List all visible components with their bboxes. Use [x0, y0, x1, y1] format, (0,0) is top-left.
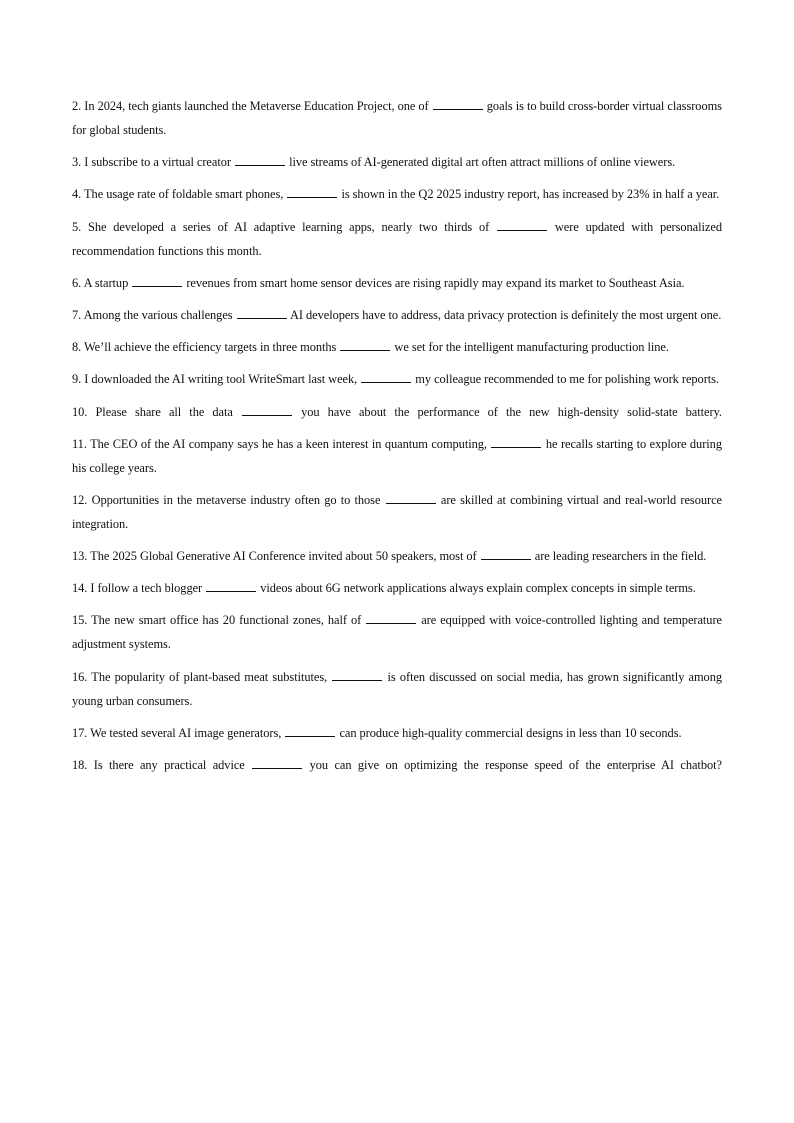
question-text-after: is often discussed on social media, has grown significantly among young urban consumers. — [72, 669, 722, 708]
question-8 — [72, 335, 722, 359]
question-13 — [72, 544, 722, 568]
question-14 — [72, 576, 722, 600]
answer-blank[interactable] — [332, 669, 382, 681]
question-text-after: are equipped with voice-controlled lighting and temperature adjustment systems. — [72, 613, 722, 652]
question-text-before: Opportunities in the metaverse industry often go to those — [91, 492, 381, 507]
question-number: 18. — [72, 758, 88, 772]
question-2 — [72, 94, 722, 142]
question-number: 5. — [72, 219, 82, 234]
question-text-before: I subscribe to a virtual creator — [84, 155, 231, 170]
answer-blank[interactable] — [237, 307, 287, 319]
question-text-before: The usage rate of foldable smart phones, — [84, 187, 284, 202]
answer-blank[interactable] — [433, 98, 483, 110]
question-number: 16. — [72, 669, 88, 684]
answer-blank[interactable] — [242, 404, 292, 416]
answer-blank[interactable] — [386, 492, 436, 504]
question-text-before: A startup — [83, 275, 129, 290]
question-text-after: he recalls starting to explore during his college years. — [72, 436, 722, 475]
question-number: 7. — [72, 307, 82, 322]
question-number: 10. — [72, 404, 88, 419]
answer-blank[interactable] — [287, 186, 337, 198]
question-text-before: I downloaded the AI writing tool WriteSmart last week, — [84, 372, 358, 387]
answer-blank[interactable] — [491, 436, 541, 448]
question-text-after: live streams of AI-generated digital art often attract millions of online viewers. — [289, 155, 676, 170]
question-text-after: is shown in the Q2 2025 industry report, has increased by 23% in half a year. — [341, 187, 720, 202]
question-text-after: are leading researchers in the field. — [534, 549, 707, 564]
question-number: 9. — [72, 372, 82, 387]
question-number: 4. — [72, 187, 82, 202]
question-text-after: you can give on optimizing the response speed of the enterprise AI chatbot? — [309, 758, 722, 772]
question-4 — [72, 182, 722, 206]
question-9 — [72, 367, 722, 391]
answer-blank[interactable] — [206, 580, 256, 592]
answer-blank[interactable] — [340, 339, 390, 351]
question-text-before: Among the various challenges — [83, 307, 233, 322]
question-number: 15. — [72, 613, 88, 628]
question-text-before: The 2025 Global Generative AI Conference invited about 50 speakers, most of — [90, 549, 477, 564]
question-10 — [72, 400, 722, 424]
question-number: 14. — [72, 581, 88, 596]
question-text-before: I follow a tech blogger — [90, 581, 203, 596]
question-number: 6. — [72, 275, 82, 290]
answer-blank[interactable] — [481, 548, 531, 560]
question-text-before: We’ll achieve the efficiency targets in three months — [84, 340, 337, 355]
question-number: 2. — [72, 99, 82, 113]
answer-blank[interactable] — [366, 612, 416, 624]
question-text-before: The popularity of plant-based meat substitutes, — [91, 669, 328, 684]
question-number: 11. — [72, 436, 87, 451]
question-text-after: AI developers have to address, data privacy protection is definitely the most urgent one. — [290, 307, 722, 322]
answer-blank[interactable] — [361, 371, 411, 383]
answer-blank[interactable] — [235, 154, 285, 166]
question-text-before: She developed a series of AI adaptive learning apps, nearly two thirds of — [88, 219, 490, 234]
question-text-after: my colleague recommended to me for polishing work reports. — [415, 372, 719, 387]
question-text-before: The new smart office has 20 functional zones, half of — [91, 613, 362, 628]
question-text-after: are skilled at combining virtual and real-world resource integration. — [72, 492, 722, 531]
question-text-before: We tested several AI image generators, — [90, 725, 282, 740]
answer-blank[interactable] — [252, 757, 302, 769]
answer-blank[interactable] — [132, 275, 182, 287]
question-7 — [72, 303, 722, 327]
question-16 — [72, 665, 722, 713]
question-6 — [72, 271, 722, 295]
question-12 — [72, 488, 722, 536]
question-text-after: revenues from smart home sensor devices are rising rapidly may expand its market to Southeast Asia. — [186, 275, 685, 290]
answer-blank[interactable] — [497, 219, 547, 231]
question-15 — [72, 608, 722, 656]
question-3 — [72, 150, 722, 174]
question-number: 17. — [72, 725, 88, 740]
question-number: 12. — [72, 492, 88, 507]
question-number: 3. — [72, 155, 82, 170]
question-11 — [72, 432, 722, 480]
question-text-after: were updated with personalized recommendation functions this month. — [72, 219, 722, 258]
question-5 — [72, 215, 722, 263]
question-text-after: we set for the intelligent manufacturing production line. — [394, 340, 669, 355]
question-text-after: goals is to build cross-border virtual classrooms for global students. — [72, 99, 722, 137]
question-list — [72, 94, 722, 785]
question-number: 13. — [72, 549, 88, 564]
question-17 — [72, 721, 722, 745]
question-text-before: Is there any practical advice — [93, 758, 245, 772]
question-text-after: can produce high-quality commercial designs in less than 10 seconds. — [339, 725, 682, 740]
question-text-after: videos about 6G network applications always explain complex concepts in simple terms. — [260, 581, 696, 596]
question-text-before: The CEO of the AI company says he has a keen interest in quantum computing, — [90, 436, 487, 451]
answer-blank[interactable] — [285, 725, 335, 737]
question-number: 8. — [72, 340, 82, 355]
question-text-before: In 2024, tech giants launched the Metaverse Education Project, one of — [84, 99, 429, 113]
question-18 — [72, 753, 722, 777]
question-text-after: you have about the performance of the new high-density solid-state battery. — [301, 404, 722, 419]
question-text-before: Please share all the data — [95, 404, 233, 419]
